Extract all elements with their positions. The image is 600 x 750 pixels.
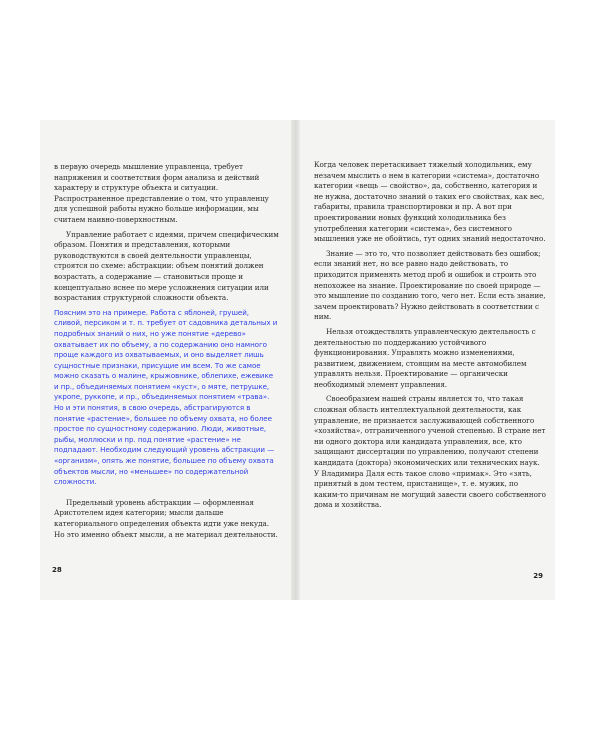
book-gutter bbox=[291, 120, 300, 600]
right-paragraph-1: Когда человек перетаскивает тяжелый холодильник, ему незачем мыслить о нем в категории «система», достаточно категории «вещь — свойство», да, собственно, категория и не нужна, достаточно знаний о таких его свойствах, как вес, габариты, правила транспортировки и пр. А вот при проектировании новых функций холодильника без употребления категории «система», без системного мышления уже не обойтись, тут одних знаний недостаточно. bbox=[314, 160, 546, 244]
highlighted-example-paragraph: Поясним это на примере. Работа с яблоней, грушей, сливой, персиком и т. п. требует от садовника детальных и подробных знаний о них, но уже понятие «дерево» охватывает их по объему, а по содержанию оно намного проще каждого из охватываемых, и оно выделяет лишь сущностные признаки, присущие им всем. То же самое можно сказать о малине, крыжовнике, облепихе, ежевике и пр., объединяемых понятием «куст», о мяте, петрушке, укропе, руккопе, и пр., объединяемых понятием «трава». Но и эти понятия, в свою очередь, абстрагируются в понятие «растение», большее по объему охвата, но более простое по сущностному содержанию. Люди, животные, рыбы, моллюски и пр. под понятие «растение» не подпадают. Необходим следующий уровень абстракции — «организм», опять же понятие, большее по объему охвата объектов мысли, но «меньшее» по содержательной сложности. bbox=[54, 307, 278, 487]
right-paragraph-3: Нельзя отождествлять управленческую деятельность с деятельностью по поддержанию устойчивого функционирования. Управлять можно изменениями, развитием, движением, стоящим на месте автомобилем управлять нельзя. Проектирование — органически необходимый элемент управления. bbox=[314, 326, 536, 389]
right-page-text bbox=[314, 160, 546, 515]
page-number-left: 28 bbox=[52, 566, 62, 574]
left-paragraph-2: Управление работает с идеями, причем специфическим образом. Понятия и представления, которыми руководствуются в своей деятельности управленцы, строятся по схеме: абстракции: объем понятий должен возрастать, а содержание — становиться проще и концептуально яснее по мере усложнения ситуации или возрастания структурной сложности объекта. bbox=[54, 229, 279, 303]
right-paragraph-2: Знание — это то, что позволяет действовать без ошибок; если знаний нет, но все равно надо действовать, то приходится применять метод проб и ошибок и строить это непохожее на знание. Проектирование по своей природе — это мышление по созданию того, чего нет. Если есть знание, зачем проектировать? Нужно действовать в соответствии с ним. bbox=[314, 248, 546, 322]
right-paragraph-4: Своеобразием нашей страны является то, что такая сложная область интеллектуальной деятельности, как управление, не признается заслуживающей собственного «хозяйства», отграниченного ученой степенью. В стране нет ни одного доктора или кандидата управления, все, кто защищают диссертации по управлению, получают степени кандидата (доктора) экономических или технических наук. У Владимира Даля есть такое слово «примак». Это «зять, принятый в дом тестем, пристанище», т. е. мужик, по каким-то причинам не могущий завести своего собственного дома и хозяйства. bbox=[314, 394, 546, 510]
left-page bbox=[40, 120, 292, 600]
page-number-right: 29 bbox=[533, 572, 543, 580]
left-paragraph-1: в первую очередь мышление управленца, требует напряжения и соответствия форм анализа и действий характеру и структуре объекта и ситуации. Распространенное представление о том, что управленцу для успешной работы нужно больше информации, мы считаем наивно-поверхностным. bbox=[54, 162, 269, 224]
left-paragraph-3: Предельный уровень абстракции — оформленная Аристотелем идея категории; мысли дальше категориального определения объекта идти уже некуда. Но это именно объект мысли, а не материал деятельности. bbox=[54, 497, 278, 539]
right-page bbox=[300, 120, 555, 600]
left-page-text bbox=[54, 162, 279, 544]
